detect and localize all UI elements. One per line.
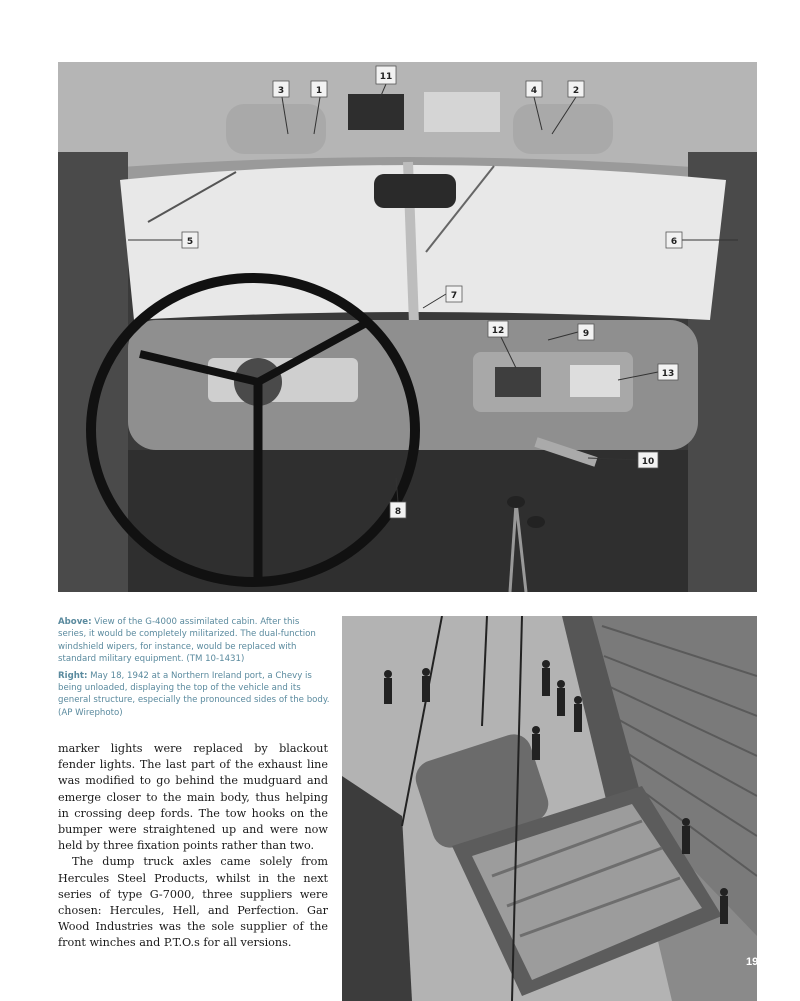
callout-13: 13 — [661, 369, 675, 379]
callout-5: 5 — [186, 237, 194, 247]
callout-6: 6 — [670, 237, 678, 247]
cabin-illustration — [58, 62, 757, 592]
callout-11: 11 — [379, 72, 393, 82]
dock-illustration — [342, 616, 757, 1001]
body-paragraph-2: The dump truck axles came solely from Hercules Steel Products, whilst in the next series of type G-7000, three suppliers were chosen: Hercules, Hell, and Perfection. Gar Wood Industries was the sole supplier of the front winches and P.T.O.s for all versions. — [58, 855, 328, 950]
body-paragraph-1: marker lights were replaced by blackout fender lights. The last part of the exhaust line was modified to go behind the mudguard and emerge closer to the main body, thus helping in crossing deep fords. The tow hooks on the bumper were straightened up and were now held by three fixation points rather than two. — [58, 742, 328, 853]
caption-right — [58, 670, 330, 720]
rearview-mirror — [374, 174, 456, 208]
data-plate — [348, 94, 404, 130]
callout-8: 8 — [394, 507, 402, 517]
callout-12: 12 — [491, 326, 505, 336]
caption-right-text: May 18, 1942 at a Northern Ireland port, a Chevy is being unloaded, displaying the top of the vehicle and its general structure, especially the pronounced sides of the body. (AP Wirephoto) — [58, 670, 330, 718]
caption-right-label: Right: — [58, 670, 88, 681]
callout-3: 3 — [277, 86, 285, 96]
photo-captions — [58, 616, 330, 723]
page-number: 19 — [746, 956, 759, 968]
callout-7: 7 — [450, 291, 458, 301]
body-text — [58, 741, 328, 952]
caption-above-label: Above: — [58, 617, 92, 627]
cabin-interior-photo — [58, 62, 757, 592]
callout-1: 1 — [315, 86, 323, 96]
callout-9: 9 — [582, 329, 590, 339]
dock-unloading-photo — [342, 616, 757, 1001]
callout-10: 10 — [641, 457, 655, 467]
caption-above-text: View of the G-4000 assimilated cabin. After this series, it would be completely militarized. The dual-function windshield wipers, for instance, would be replaced with standard military equipment. (TM 10-1431) — [58, 617, 316, 665]
callout-4: 4 — [530, 86, 538, 96]
callout-2: 2 — [572, 86, 580, 96]
caption-above — [58, 616, 330, 666]
